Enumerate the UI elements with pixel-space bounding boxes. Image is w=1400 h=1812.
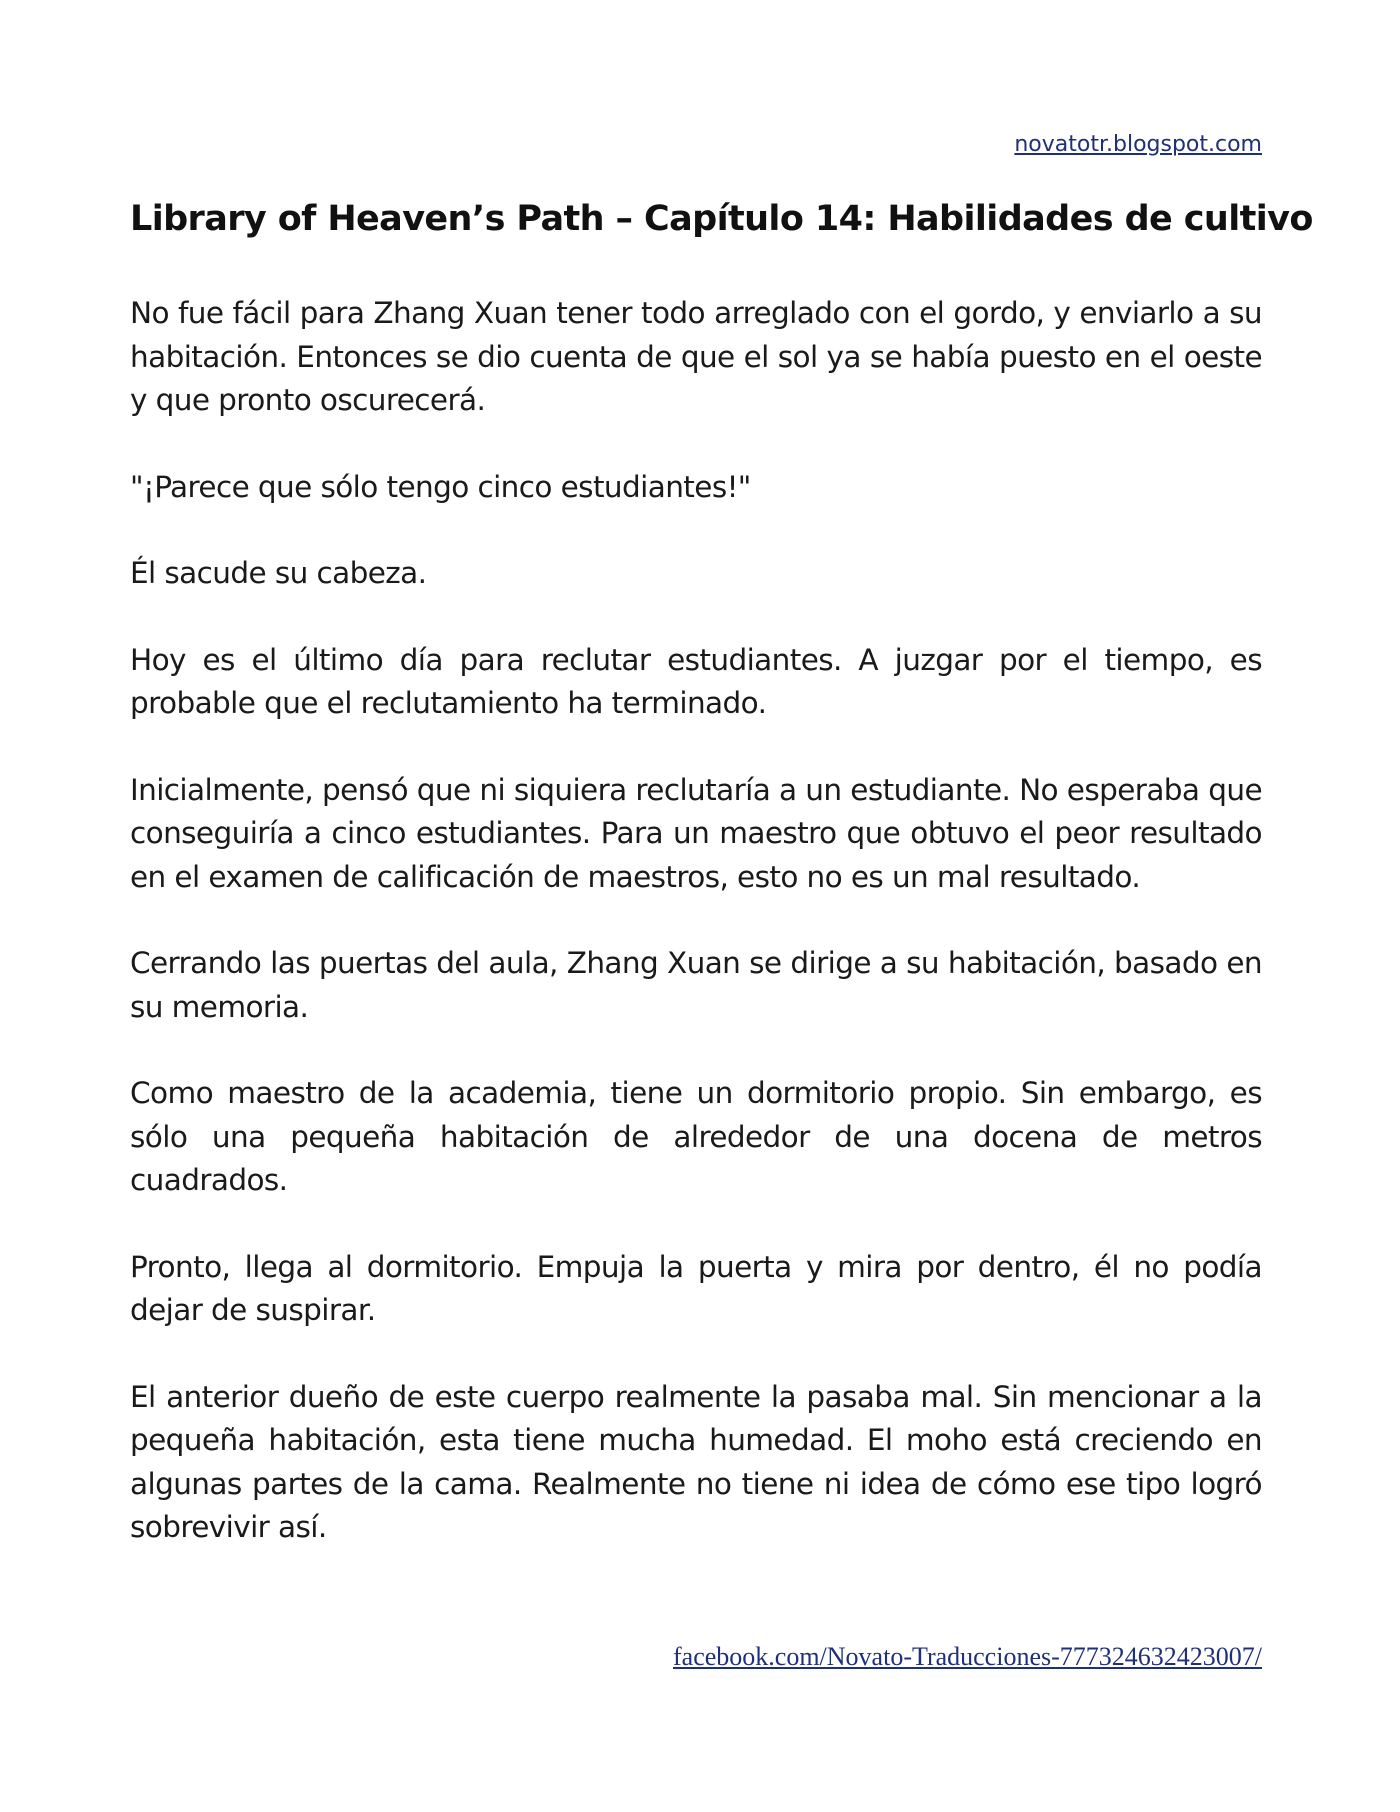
chapter-body (130, 292, 1262, 1593)
paragraph: "¡Parece que sólo tengo cinco estudiantes!" (130, 469, 751, 504)
chapter-title: Library of Heaven’s Path – Capítulo 14: Habilidades de cultivo (130, 199, 1313, 239)
blog-link[interactable]: novatotr.blogspot.com (1014, 132, 1262, 157)
paragraph: No fue fácil para Zhang Xuan tener todo arreglado con el gordo, y enviarlo a su habitación. Entonces se dio cuenta de que el sol ya se había puesto en el oeste y que pronto oscurecerá. (130, 296, 1262, 417)
paragraph: Él sacude su cabeza. (130, 556, 427, 590)
paragraph: Como maestro de la academia, tiene un dormitorio propio. Sin embargo, es sólo una pequeña habitación de alrededor de una docena de metros cuadrados. (130, 1076, 1262, 1197)
document-page (130, 0, 1313, 1812)
paragraph: Inicialmente, pensó que ni siquiera reclutaría a un estudiante. No esperaba que conseguiría a cinco estudiantes. Para un maestro que obtuvo el peor resultado en el examen de calificación de maestros, esto no es un mal resultado. (130, 772, 1262, 894)
paragraph: El anterior dueño de este cuerpo realmente la pasaba mal. Sin mencionar a la pequeña habitación, esta tiene mucha humedad. El moho está creciendo en algunas partes de la cama. Realmente no tiene ni idea de cómo ese tipo logró sobrevivir así. (130, 1379, 1262, 1544)
paragraph: Pronto, llega al dormitorio. Empuja la puerta y mira por dentro, él no podía dejar de suspirar. (130, 1249, 1262, 1327)
paragraph: Cerrando las puertas del aula, Zhang Xuan se dirige a su habitación, basado en su memoria. (130, 946, 1262, 1024)
paragraph: Hoy es el último día para reclutar estudiantes. A juzgar por el tiempo, es probable que el reclutamiento ha terminado. (130, 642, 1262, 720)
facebook-link[interactable]: facebook.com/Novato-Traducciones-777324632423007/ (673, 1642, 1262, 1671)
